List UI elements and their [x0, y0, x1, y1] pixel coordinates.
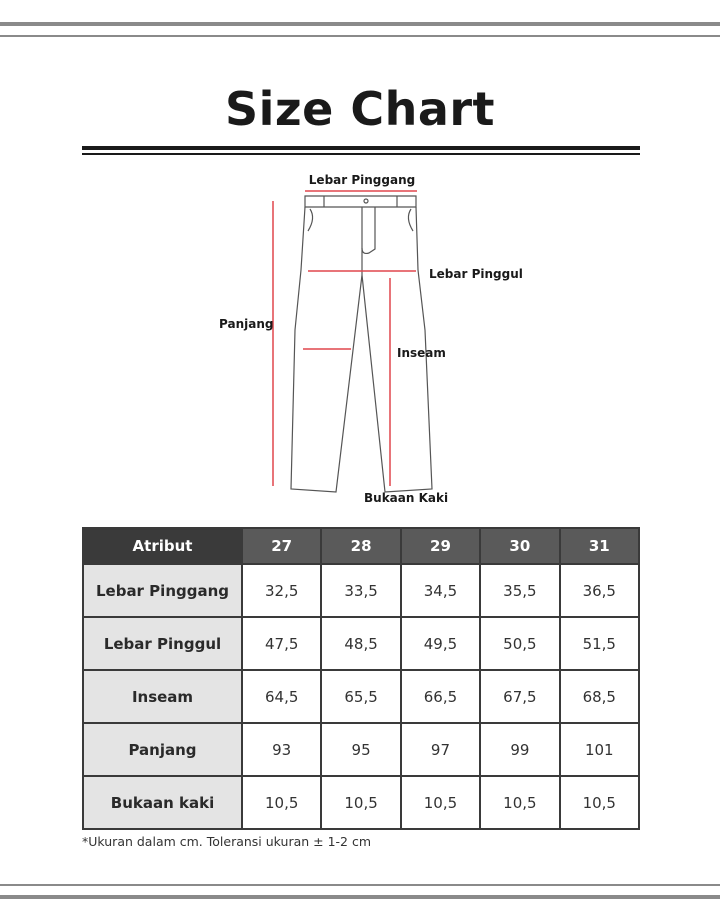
table-cell: 68,5	[560, 670, 639, 723]
table-cell: 10,5	[401, 776, 480, 829]
table-row	[83, 723, 639, 776]
table-cell: 10,5	[560, 776, 639, 829]
table-cell: 47,5	[242, 617, 321, 670]
header-size-28: 28	[321, 528, 400, 564]
table-cell: 10,5	[480, 776, 559, 829]
table-row	[83, 670, 639, 723]
label-leg-opening: Bukaan Kaki	[364, 491, 449, 505]
table-cell: 10,5	[242, 776, 321, 829]
row-label: Lebar Pinggul	[83, 617, 242, 670]
row-label: Lebar Pinggang	[83, 564, 242, 617]
table-row	[83, 617, 639, 670]
header-size-29: 29	[401, 528, 480, 564]
header-size-31: 31	[560, 528, 639, 564]
table-cell: 65,5	[321, 670, 400, 723]
table-cell: 66,5	[401, 670, 480, 723]
table-cell: 49,5	[401, 617, 480, 670]
top-border-line-thin	[0, 35, 720, 37]
title-rule-thin	[82, 153, 640, 155]
table-header-row	[83, 528, 639, 564]
label-inseam: Inseam	[397, 346, 446, 360]
pants-diagram	[0, 165, 720, 515]
table-row	[83, 776, 639, 829]
label-hip: Lebar Pinggul	[429, 267, 523, 281]
title-rule-thick	[82, 146, 640, 150]
size-table	[82, 527, 640, 830]
header-attribute: Atribut	[83, 528, 242, 564]
table-cell: 36,5	[560, 564, 639, 617]
table-cell: 93	[242, 723, 321, 776]
table-cell: 67,5	[480, 670, 559, 723]
table-cell: 101	[560, 723, 639, 776]
table-cell: 95	[321, 723, 400, 776]
table-cell: 48,5	[321, 617, 400, 670]
tolerance-note: *Ukuran dalam cm. Toleransi ukuran ± 1-2 cm	[82, 834, 372, 849]
table-cell: 10,5	[321, 776, 400, 829]
row-label: Panjang	[83, 723, 242, 776]
label-length: Panjang	[219, 317, 274, 331]
table-cell: 32,5	[242, 564, 321, 617]
table-cell: 50,5	[480, 617, 559, 670]
header-size-30: 30	[480, 528, 559, 564]
top-border-line	[0, 22, 720, 26]
bottom-border-line-thin	[0, 884, 720, 886]
table-cell: 64,5	[242, 670, 321, 723]
table-cell: 33,5	[321, 564, 400, 617]
table-row	[83, 564, 639, 617]
table-cell: 99	[480, 723, 559, 776]
bottom-border-line	[0, 895, 720, 899]
row-label: Inseam	[83, 670, 242, 723]
table-cell: 51,5	[560, 617, 639, 670]
table-cell: 34,5	[401, 564, 480, 617]
pants-outline	[291, 196, 432, 492]
table-cell: 97	[401, 723, 480, 776]
page-title: Size Chart	[224, 82, 496, 136]
row-label: Bukaan kaki	[83, 776, 242, 829]
header-size-27: 27	[242, 528, 321, 564]
label-waist: Lebar Pinggang	[308, 173, 416, 187]
table-cell: 35,5	[480, 564, 559, 617]
